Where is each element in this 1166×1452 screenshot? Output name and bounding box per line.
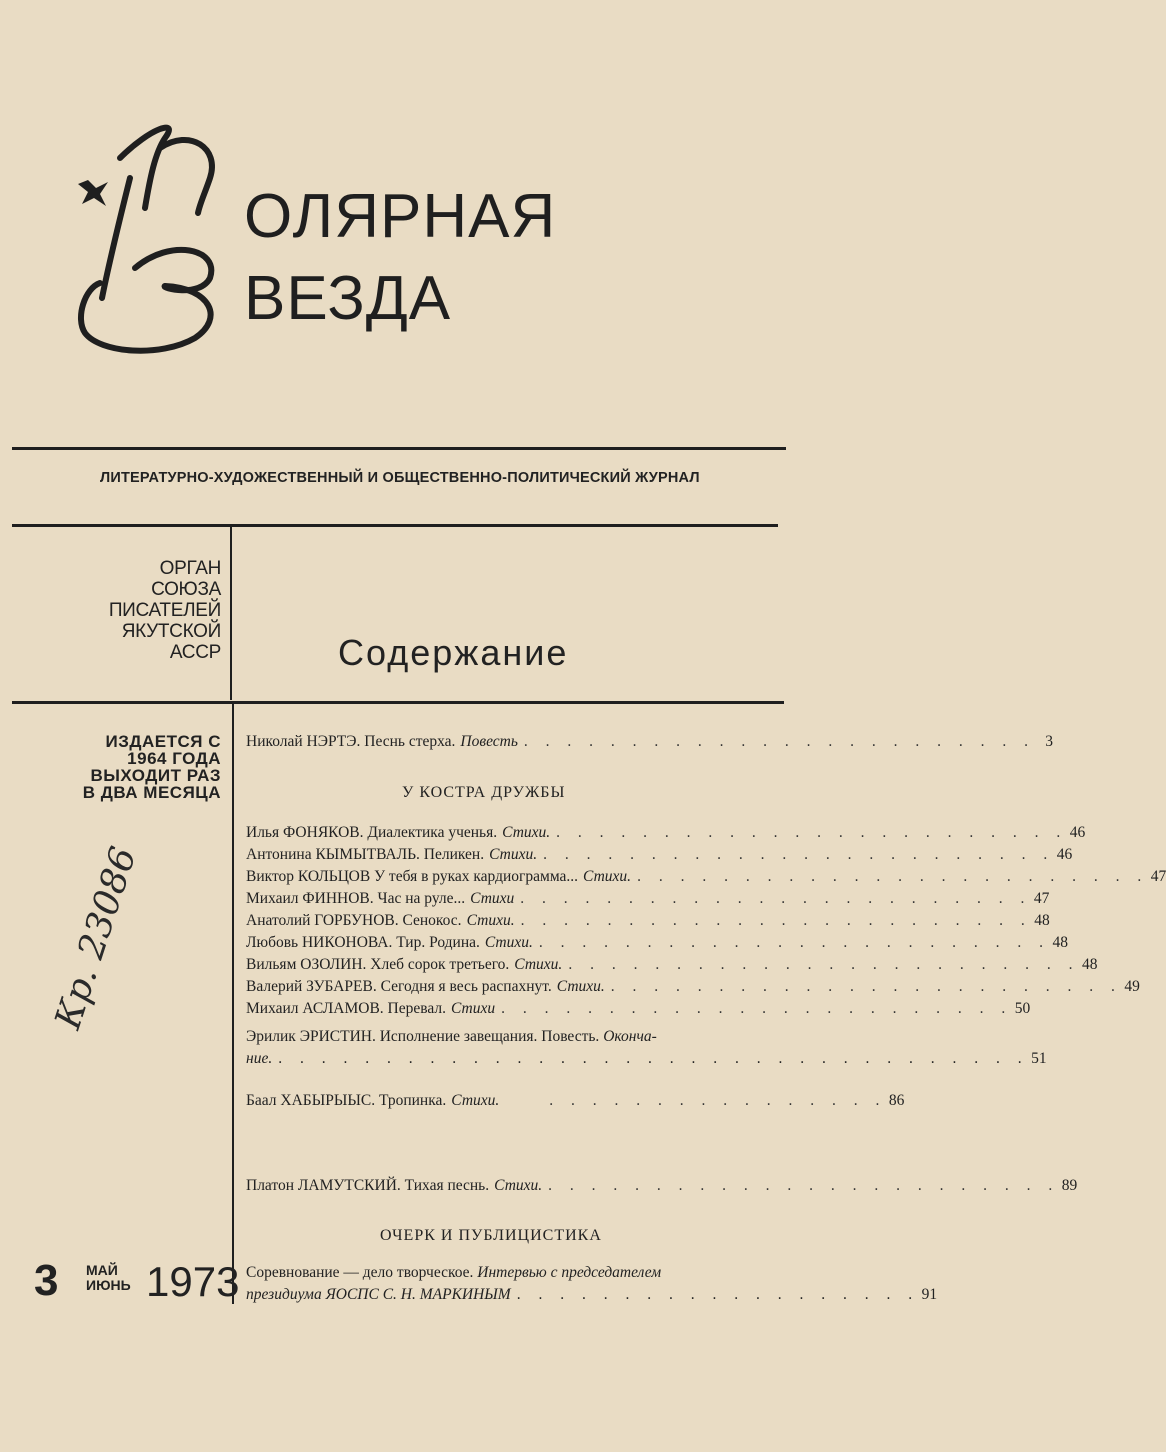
toc-dots: . . . . . . . . . . . . . . . . . . . . . . . .	[610, 978, 1122, 995]
toc-page: 51	[1031, 1050, 1047, 1067]
toc-dots: . . . . . . . . . . . . . . . . . . . . . . . .	[501, 1000, 1013, 1017]
toc-page: 47	[1150, 868, 1166, 885]
toc-genre: Стихи	[451, 1000, 496, 1017]
toc-entry	[246, 978, 1140, 996]
toc-text: Анатолий ГОРБУНОВ. Сенокос.	[246, 912, 462, 929]
top-divider	[12, 447, 786, 450]
toc-genre: Стихи	[470, 890, 515, 907]
toc-dots: . . . . . . . . . . . . . . . . . . .	[516, 1286, 920, 1303]
publishing-line: В ДВА МЕСЯЦА	[82, 783, 221, 802]
toc-entry-khabyryys	[246, 1092, 905, 1110]
toc-genre: Стихи.	[489, 846, 538, 863]
toc-dots: . . . . . . . . . . . . . . . . . . . . . . . .	[637, 868, 1149, 885]
toc-dots: . . . . . . . . . . . . . . . . . . . . . . . .	[538, 934, 1051, 951]
toc-entry-sorevnovanie	[246, 1262, 938, 1306]
toc-genre: Стихи.	[466, 912, 515, 929]
publishing-line: 1964 ГОДА	[127, 749, 221, 768]
toc-genre: Интервью с председателем	[477, 1264, 662, 1281]
handwritten-mark-text: Кр. 23086	[47, 842, 145, 1034]
toc-page: 89	[1061, 1177, 1078, 1194]
logo-star-letters-icon	[60, 118, 240, 358]
toc-genre: Стихи.	[484, 934, 533, 951]
masthead-line1: ОЛЯРНАЯ	[244, 182, 557, 251]
toc-text: Михаил АСЛАМОВ. Перевал.	[246, 1000, 446, 1017]
toc-page: 3	[1045, 733, 1054, 750]
toc-text: Виктор КОЛЬЦОВ У тебя в руках кардиограмма...	[246, 868, 579, 885]
issue-number: 3	[34, 1256, 59, 1305]
toc-genre: Стихи.	[556, 978, 605, 995]
vertical-divider-bottom	[232, 704, 234, 1304]
toc-genre: Стихи.	[514, 956, 563, 973]
toc-entry	[246, 868, 1166, 886]
toc-dots: . . . . . . . . . . . . . . . . . . . . . . . .	[520, 912, 1032, 929]
toc-genre: Стихи.	[494, 1177, 543, 1194]
toc-page: 48	[1034, 912, 1050, 929]
toc-page: 91	[921, 1286, 938, 1303]
toc-text: Любовь НИКОНОВА. Тир. Родина.	[246, 934, 480, 951]
toc-dots: . . . . . . . . . . . . . . . . . . . . . . . .	[556, 824, 1068, 841]
organ-block	[109, 558, 221, 663]
toc-dots: . . . . . . . . . . . . . . . . . . . . . . . .	[520, 890, 1032, 907]
journal-subtitle: ЛИТЕРАТУРНО-ХУДОЖЕСТВЕННЫЙ И ОБЩЕСТВЕННО-ПОЛИТИЧЕСКИЙ ЖУРНАЛ	[100, 470, 700, 486]
organ-line: ЯКУТСКОЙ	[121, 621, 221, 642]
toc-dots: . . . . . . . . . . . . . . . . . . . . . . . .	[568, 956, 1080, 973]
vertical-divider-top	[230, 527, 232, 700]
toc-text: Соревнование — дело творческое.	[246, 1264, 474, 1281]
toc-entry	[246, 912, 1050, 930]
toc-text: Валерий ЗУБАРЕВ. Сегодня я весь распахнут.	[246, 978, 552, 995]
issue-month: МАЙ	[86, 1262, 118, 1278]
toc-dots: . . . . . . . . . . . . . . . . . . . . . . . .	[543, 846, 1055, 863]
organ-line: АССР	[169, 642, 221, 663]
organ-line: ПИСАТЕЛЕЙ	[108, 600, 221, 621]
toc-entry	[246, 890, 1050, 908]
toc-entry	[246, 934, 1069, 952]
contents-title: Содержание	[338, 632, 569, 673]
toc-text: Платон ЛАМУТСКИЙ. Тихая песнь.	[246, 1177, 490, 1194]
toc-page: 49	[1124, 978, 1140, 995]
toc-genre: Стихи.	[451, 1092, 500, 1109]
toc-entry	[246, 824, 1086, 842]
toc-text: Михаил ФИННОВ. Час на руле...	[246, 890, 466, 907]
toc-text: Антонина КЫМЫТВАЛЬ. Пеликен.	[246, 846, 485, 863]
toc-page: 50	[1014, 1000, 1031, 1017]
toc-page: 47	[1033, 890, 1050, 907]
organ-line: ОРГАН	[159, 558, 221, 579]
toc-genre: Повесть	[460, 733, 518, 750]
toc-text: Эрилик ЭРИСТИН. Исполнение завещания. Повесть.	[246, 1028, 600, 1045]
toc-genre: ние.	[246, 1050, 273, 1067]
publishing-info	[83, 733, 221, 801]
toc-page: 86	[888, 1092, 905, 1109]
issue-month: ИЮНЬ	[86, 1277, 131, 1293]
issue-months	[86, 1263, 131, 1293]
toc-page: 46	[1069, 824, 1086, 841]
contents-divider	[12, 701, 784, 704]
toc-dots: . . . . . . . . . . . . . . . . . . . . . . . .	[548, 1177, 1060, 1194]
toc-genre: Стихи.	[583, 868, 632, 885]
toc-text: Вильям ОЗОЛИН. Хлеб сорок третьего.	[246, 956, 510, 973]
masthead-line2: ВЕЗДА	[244, 264, 452, 333]
toc-entry-nerte	[246, 733, 1054, 751]
toc-dots: . . . . . . . . . . . . . . . . . . . . . . . . . . . . . . . . . . .	[278, 1050, 1029, 1067]
toc-genre: Оконча-	[603, 1028, 657, 1045]
toc-dots: . . . . . . . . . . . . . . . . . . . . . . . .	[523, 733, 1036, 750]
publishing-line: ИЗДАЕТСЯ С	[105, 732, 221, 751]
toc-page: 46	[1056, 846, 1073, 863]
toc-genre: президиума ЯОСПС С. Н. МАРКИНЫМ	[246, 1286, 511, 1303]
toc-genre: Стихи.	[502, 824, 551, 841]
toc-entry	[246, 956, 1098, 974]
toc-entry-lamutsky	[246, 1177, 1078, 1195]
organ-line: СОЮЗА	[151, 579, 221, 600]
subtitle-divider	[12, 524, 778, 527]
section-heading-ocherk: ОЧЕРК И ПУБЛИЦИСТИКА	[380, 1227, 602, 1244]
toc-page: 48	[1052, 934, 1069, 951]
toc-text: Николай НЭРТЭ. Песнь стерха.	[246, 733, 456, 750]
toc-page: 48	[1081, 956, 1098, 973]
issue-year: 1973	[146, 1258, 240, 1305]
publishing-line: ВЫХОДИТ РАЗ	[90, 766, 221, 785]
handwritten-mark	[47, 830, 145, 1034]
toc-entry-eristin	[246, 1026, 1047, 1070]
toc-text: Илья ФОНЯКОВ. Диалектика ученья.	[246, 824, 498, 841]
section-heading-kostra: У КОСТРА ДРУЖБЫ	[402, 784, 566, 801]
toc-text: Баал ХАБЫРЫЫС. Тропинка.	[246, 1092, 447, 1109]
toc-entry	[246, 1000, 1031, 1018]
toc-entry	[246, 846, 1073, 864]
toc-dots: . . . . . . . . . . . . . . . .	[549, 1092, 887, 1109]
